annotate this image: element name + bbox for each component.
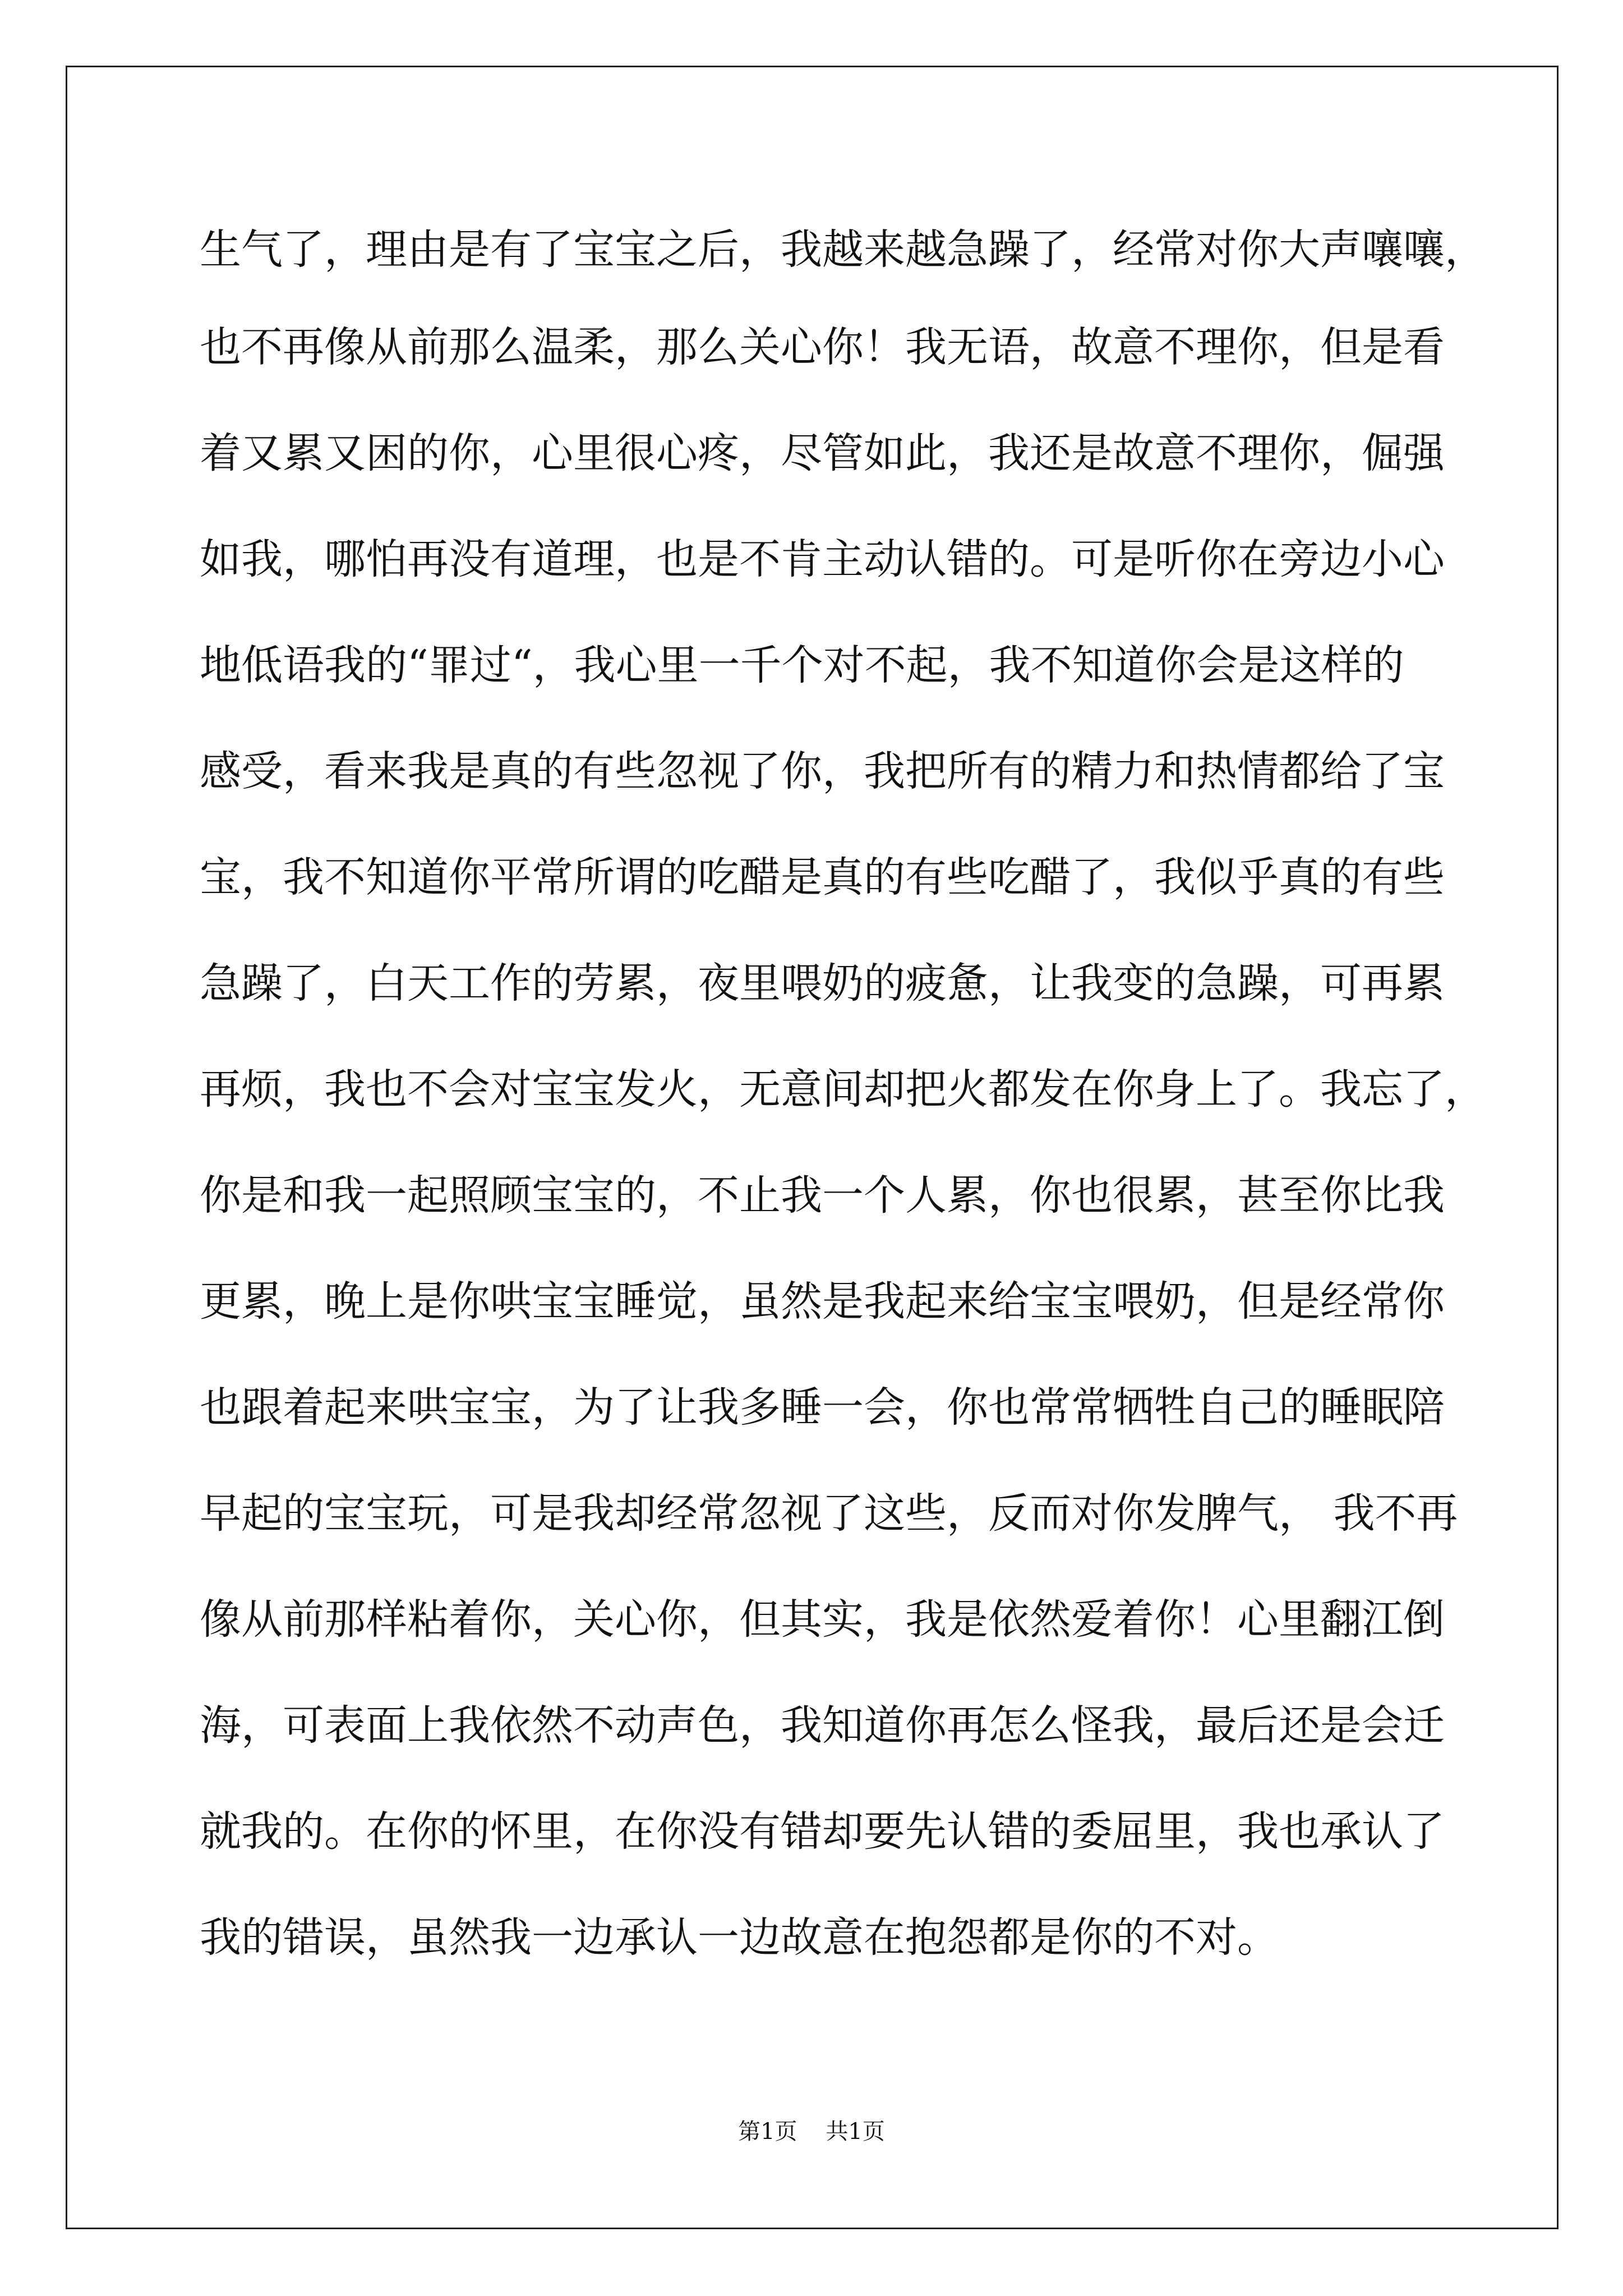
text-line-17: 我的错误，虽然我一边承认一边故意在抱怨都是你的不对。 (200, 1913, 1279, 1962)
page-total-label: 共1页 (826, 2119, 885, 2145)
page-footer (0, 2115, 1623, 2148)
text-line-12: 也跟着起来哄宝宝，为了让我多睡一会，你也常常牺牲自己的睡眠陪 (200, 1383, 1445, 1432)
text-line-9: 再烦，我也不会对宝宝发火，无意间却把火都发在你身上了。我忘了， (200, 1065, 1486, 1114)
text-line-5: 地低语我的“罪过“，我心里一千个对不起，我不知道你会是这样的 (200, 641, 1404, 689)
text-line-4: 如我，哪怕再没有道理，也是不肯主动认错的。可是听你在旁边小心 (200, 535, 1445, 583)
text-line-3: 着又累又困的你，心里很心疼，尽管如此，我还是故意不理你，倔强 (200, 429, 1445, 477)
text-line-6: 感受，看来我是真的有些忽视了你，我把所有的精力和热情都给了宝 (200, 747, 1445, 795)
text-line-14: 像从前那样粘着你，关心你，但其实，我是依然爱着你！心里翻江倒 (200, 1595, 1445, 1644)
page-number-label: 第1页 (738, 2119, 797, 2145)
text-line-13: 早起的宝宝玩，可是我却经常忽视了这些，反而对你发脾气， 我不再 (200, 1489, 1458, 1538)
body-paragraph (200, 205, 1486, 1991)
text-line-10: 你是和我一起照顾宝宝的，不止我一个人累，你也很累，甚至你比我 (200, 1171, 1445, 1220)
text-line-11: 更累，晚上是你哄宝宝睡觉，虽然是我起来给宝宝喂奶，但是经常你 (200, 1277, 1445, 1326)
text-line-16: 就我的。在你的怀里，在你没有错却要先认错的委屈里，我也承认了 (200, 1807, 1445, 1856)
text-line-15: 海，可表面上我依然不动声色，我知道你再怎么怪我，最后还是会迁 (200, 1701, 1445, 1750)
text-line-2: 也不再像从前那么温柔，那么关心你！我无语，故意不理你，但是看 (200, 323, 1445, 371)
text-line-7: 宝，我不知道你平常所谓的吃醋是真的有些吃醋了，我似乎真的有些 (200, 853, 1445, 901)
text-line-8: 急躁了，白天工作的劳累，夜里喂奶的疲惫，让我变的急躁，可再累 (200, 959, 1445, 1007)
text-line-1: 生气了，理由是有了宝宝之后，我越来越急躁了，经常对你大声嚷嚷， (200, 226, 1486, 274)
